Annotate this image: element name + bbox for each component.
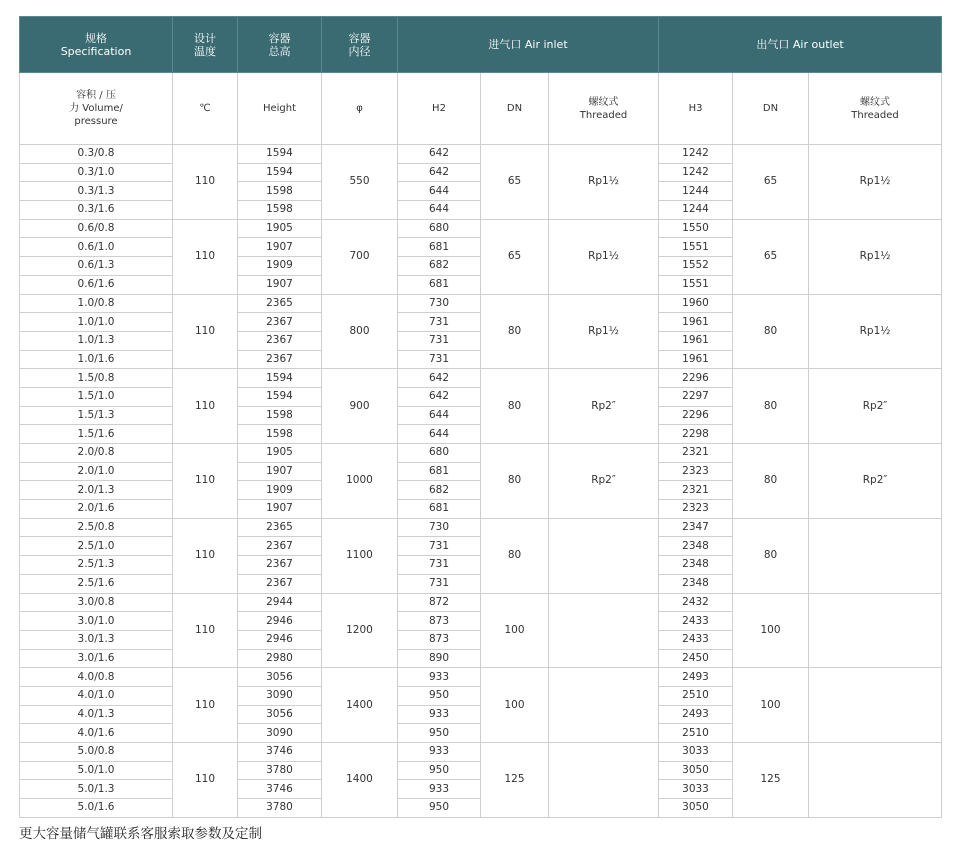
height-cell: 2367 bbox=[238, 537, 322, 556]
inlet-h2-cell: 644 bbox=[398, 425, 481, 444]
subheader-height: Height bbox=[238, 73, 322, 145]
volume-pressure-cell: 2.0/1.3 bbox=[20, 481, 173, 500]
height-cell: 1598 bbox=[238, 182, 322, 201]
inlet-h2-cell: 950 bbox=[398, 686, 481, 705]
outlet-h3-cell: 1244 bbox=[659, 182, 733, 201]
subheader-h2: H2 bbox=[398, 73, 481, 145]
height-cell: 3746 bbox=[238, 743, 322, 762]
volume-pressure-cell: 5.0/1.6 bbox=[20, 799, 173, 818]
inlet-h2-cell: 950 bbox=[398, 799, 481, 818]
outlet-h3-cell: 3050 bbox=[659, 761, 733, 780]
outlet-h3-cell: 2347 bbox=[659, 518, 733, 537]
volume-pressure-cell: 4.0/1.0 bbox=[20, 686, 173, 705]
height-cell: 1594 bbox=[238, 145, 322, 164]
volume-pressure-cell: 1.5/1.0 bbox=[20, 387, 173, 406]
outlet-thread-cell: Rp2″ bbox=[809, 444, 942, 519]
height-cell: 1907 bbox=[238, 462, 322, 481]
volume-pressure-cell: 1.0/0.8 bbox=[20, 294, 173, 313]
inlet-thread-cell: Rp2″ bbox=[549, 369, 659, 444]
design-temp-cell: 110 bbox=[173, 668, 238, 743]
height-cell: 1905 bbox=[238, 444, 322, 463]
outlet-h3-cell: 2348 bbox=[659, 556, 733, 575]
volume-pressure-cell: 2.0/0.8 bbox=[20, 444, 173, 463]
inlet-h2-cell: 730 bbox=[398, 294, 481, 313]
subheader-celsius: ℃ bbox=[173, 73, 238, 145]
inlet-h2-cell: 731 bbox=[398, 313, 481, 332]
inlet-thread-cell: Rp1½ bbox=[549, 219, 659, 294]
inlet-h2-cell: 873 bbox=[398, 630, 481, 649]
outlet-h3-cell: 2348 bbox=[659, 537, 733, 556]
subheader-phi: φ bbox=[322, 73, 398, 145]
volume-pressure-cell: 1.0/1.3 bbox=[20, 331, 173, 350]
outlet-dn-cell: 65 bbox=[733, 219, 809, 294]
outlet-h3-cell: 2348 bbox=[659, 574, 733, 593]
volume-pressure-cell: 4.0/0.8 bbox=[20, 668, 173, 687]
outlet-h3-cell: 1550 bbox=[659, 219, 733, 238]
diameter-cell: 550 bbox=[322, 145, 398, 220]
height-cell: 3780 bbox=[238, 799, 322, 818]
volume-pressure-cell: 2.5/0.8 bbox=[20, 518, 173, 537]
outlet-h3-cell: 2493 bbox=[659, 668, 733, 687]
header-row bbox=[20, 17, 942, 73]
outlet-thread-cell: Rp1½ bbox=[809, 219, 942, 294]
diameter-cell: 700 bbox=[322, 219, 398, 294]
inlet-h2-cell: 644 bbox=[398, 201, 481, 220]
outlet-h3-cell: 2493 bbox=[659, 705, 733, 724]
outlet-h3-cell: 2510 bbox=[659, 686, 733, 705]
height-cell: 2367 bbox=[238, 556, 322, 575]
inlet-thread-cell: Rp1½ bbox=[549, 145, 659, 220]
outlet-dn-cell: 80 bbox=[733, 369, 809, 444]
inlet-dn-cell: 80 bbox=[481, 369, 549, 444]
volume-pressure-cell: 5.0/1.3 bbox=[20, 780, 173, 799]
inlet-dn-cell: 65 bbox=[481, 145, 549, 220]
inlet-thread-cell bbox=[549, 668, 659, 743]
outlet-dn-cell: 80 bbox=[733, 444, 809, 519]
height-cell: 2367 bbox=[238, 350, 322, 369]
height-cell: 2367 bbox=[238, 313, 322, 332]
outlet-thread-cell bbox=[809, 743, 942, 818]
design-temp-cell: 110 bbox=[173, 593, 238, 668]
height-cell: 1909 bbox=[238, 257, 322, 276]
inlet-h2-cell: 731 bbox=[398, 331, 481, 350]
inlet-h2-cell: 873 bbox=[398, 612, 481, 631]
inlet-dn-cell: 80 bbox=[481, 444, 549, 519]
volume-pressure-cell: 3.0/1.3 bbox=[20, 630, 173, 649]
outlet-h3-cell: 1960 bbox=[659, 294, 733, 313]
diameter-cell: 1200 bbox=[322, 593, 398, 668]
subheader-volume-pressure: 容积 / 压 力 Volume/ pressure bbox=[20, 73, 173, 145]
table-row bbox=[20, 593, 942, 612]
volume-pressure-cell: 4.0/1.3 bbox=[20, 705, 173, 724]
outlet-h3-cell: 1551 bbox=[659, 275, 733, 294]
height-cell: 1905 bbox=[238, 219, 322, 238]
header-design-temp: 设计 温度 bbox=[173, 17, 238, 73]
outlet-h3-cell: 2510 bbox=[659, 724, 733, 743]
outlet-dn-cell: 80 bbox=[733, 518, 809, 593]
volume-pressure-cell: 1.5/1.3 bbox=[20, 406, 173, 425]
outlet-thread-cell bbox=[809, 518, 942, 593]
design-temp-cell: 110 bbox=[173, 369, 238, 444]
height-cell: 2365 bbox=[238, 294, 322, 313]
outlet-h3-cell: 1961 bbox=[659, 313, 733, 332]
inlet-h2-cell: 681 bbox=[398, 238, 481, 257]
volume-pressure-cell: 0.3/1.0 bbox=[20, 163, 173, 182]
header-air-inlet: 进气口 Air inlet bbox=[398, 17, 659, 73]
design-temp-cell: 110 bbox=[173, 294, 238, 369]
inlet-h2-cell: 644 bbox=[398, 406, 481, 425]
height-cell: 2946 bbox=[238, 630, 322, 649]
outlet-h3-cell: 1961 bbox=[659, 350, 733, 369]
outlet-h3-cell: 2323 bbox=[659, 500, 733, 519]
height-cell: 1598 bbox=[238, 201, 322, 220]
outlet-h3-cell: 2321 bbox=[659, 481, 733, 500]
table-row bbox=[20, 369, 942, 388]
inlet-h2-cell: 950 bbox=[398, 761, 481, 780]
outlet-h3-cell: 1552 bbox=[659, 257, 733, 276]
table-row bbox=[20, 668, 942, 687]
design-temp-cell: 110 bbox=[173, 444, 238, 519]
inlet-thread-cell: Rp2″ bbox=[549, 444, 659, 519]
table-row bbox=[20, 444, 942, 463]
inlet-thread-cell bbox=[549, 593, 659, 668]
outlet-h3-cell: 2321 bbox=[659, 444, 733, 463]
outlet-h3-cell: 2296 bbox=[659, 406, 733, 425]
inlet-h2-cell: 682 bbox=[398, 481, 481, 500]
inlet-h2-cell: 933 bbox=[398, 705, 481, 724]
design-temp-cell: 110 bbox=[173, 145, 238, 220]
volume-pressure-cell: 2.5/1.6 bbox=[20, 574, 173, 593]
volume-pressure-cell: 2.5/1.3 bbox=[20, 556, 173, 575]
height-cell: 1909 bbox=[238, 481, 322, 500]
height-cell: 1598 bbox=[238, 425, 322, 444]
inlet-dn-cell: 100 bbox=[481, 668, 549, 743]
outlet-dn-cell: 100 bbox=[733, 593, 809, 668]
subheader-dn-inlet: DN bbox=[481, 73, 549, 145]
inlet-h2-cell: 642 bbox=[398, 145, 481, 164]
inlet-h2-cell: 731 bbox=[398, 350, 481, 369]
inlet-h2-cell: 933 bbox=[398, 743, 481, 762]
height-cell: 1594 bbox=[238, 369, 322, 388]
spec-table bbox=[19, 16, 942, 818]
inlet-h2-cell: 642 bbox=[398, 387, 481, 406]
volume-pressure-cell: 0.3/0.8 bbox=[20, 145, 173, 164]
outlet-h3-cell: 1961 bbox=[659, 331, 733, 350]
outlet-thread-cell: Rp2″ bbox=[809, 369, 942, 444]
volume-pressure-cell: 1.0/1.6 bbox=[20, 350, 173, 369]
outlet-thread-cell: Rp1½ bbox=[809, 294, 942, 369]
inlet-h2-cell: 681 bbox=[398, 500, 481, 519]
inlet-dn-cell: 100 bbox=[481, 593, 549, 668]
volume-pressure-cell: 2.5/1.0 bbox=[20, 537, 173, 556]
diameter-cell: 800 bbox=[322, 294, 398, 369]
outlet-h3-cell: 1242 bbox=[659, 145, 733, 164]
outlet-h3-cell: 2323 bbox=[659, 462, 733, 481]
height-cell: 3056 bbox=[238, 668, 322, 687]
outlet-h3-cell: 3033 bbox=[659, 780, 733, 799]
outlet-h3-cell: 3033 bbox=[659, 743, 733, 762]
subheader-row bbox=[20, 73, 942, 145]
header-total-height: 容器 总高 bbox=[238, 17, 322, 73]
outlet-dn-cell: 65 bbox=[733, 145, 809, 220]
outlet-h3-cell: 2432 bbox=[659, 593, 733, 612]
inlet-dn-cell: 65 bbox=[481, 219, 549, 294]
volume-pressure-cell: 3.0/0.8 bbox=[20, 593, 173, 612]
outlet-dn-cell: 100 bbox=[733, 668, 809, 743]
outlet-h3-cell: 1244 bbox=[659, 201, 733, 220]
header-inner-diameter: 容器 内径 bbox=[322, 17, 398, 73]
volume-pressure-cell: 2.0/1.0 bbox=[20, 462, 173, 481]
height-cell: 2946 bbox=[238, 612, 322, 631]
outlet-thread-cell: Rp1½ bbox=[809, 145, 942, 220]
inlet-dn-cell: 125 bbox=[481, 743, 549, 818]
inlet-h2-cell: 890 bbox=[398, 649, 481, 668]
diameter-cell: 1400 bbox=[322, 743, 398, 818]
header-specification: 规格 Specification bbox=[20, 17, 173, 73]
table-row bbox=[20, 743, 942, 762]
outlet-h3-cell: 3050 bbox=[659, 799, 733, 818]
header-air-outlet: 出气口 Air outlet bbox=[659, 17, 942, 73]
subheader-h3: H3 bbox=[659, 73, 733, 145]
inlet-h2-cell: 872 bbox=[398, 593, 481, 612]
table-row bbox=[20, 219, 942, 238]
height-cell: 3090 bbox=[238, 724, 322, 743]
volume-pressure-cell: 3.0/1.6 bbox=[20, 649, 173, 668]
inlet-dn-cell: 80 bbox=[481, 294, 549, 369]
inlet-thread-cell bbox=[549, 743, 659, 818]
inlet-h2-cell: 731 bbox=[398, 556, 481, 575]
diameter-cell: 900 bbox=[322, 369, 398, 444]
inlet-h2-cell: 730 bbox=[398, 518, 481, 537]
volume-pressure-cell: 3.0/1.0 bbox=[20, 612, 173, 631]
inlet-h2-cell: 681 bbox=[398, 462, 481, 481]
inlet-h2-cell: 950 bbox=[398, 724, 481, 743]
diameter-cell: 1100 bbox=[322, 518, 398, 593]
diameter-cell: 1000 bbox=[322, 444, 398, 519]
spec-table-body bbox=[20, 145, 942, 818]
height-cell: 2367 bbox=[238, 574, 322, 593]
height-cell: 2944 bbox=[238, 593, 322, 612]
volume-pressure-cell: 0.6/1.3 bbox=[20, 257, 173, 276]
inlet-h2-cell: 682 bbox=[398, 257, 481, 276]
height-cell: 1907 bbox=[238, 238, 322, 257]
table-row bbox=[20, 294, 942, 313]
height-cell: 1594 bbox=[238, 387, 322, 406]
volume-pressure-cell: 1.5/1.6 bbox=[20, 425, 173, 444]
inlet-dn-cell: 80 bbox=[481, 518, 549, 593]
inlet-h2-cell: 680 bbox=[398, 219, 481, 238]
diameter-cell: 1400 bbox=[322, 668, 398, 743]
inlet-thread-cell bbox=[549, 518, 659, 593]
subheader-threaded-outlet: 螺纹式 Threaded bbox=[809, 73, 942, 145]
height-cell: 3090 bbox=[238, 686, 322, 705]
outlet-h3-cell: 1551 bbox=[659, 238, 733, 257]
outlet-h3-cell: 2297 bbox=[659, 387, 733, 406]
height-cell: 1598 bbox=[238, 406, 322, 425]
outlet-h3-cell: 2433 bbox=[659, 612, 733, 631]
outlet-h3-cell: 2296 bbox=[659, 369, 733, 388]
height-cell: 2365 bbox=[238, 518, 322, 537]
inlet-thread-cell: Rp1½ bbox=[549, 294, 659, 369]
inlet-h2-cell: 933 bbox=[398, 668, 481, 687]
table-row bbox=[20, 145, 942, 164]
height-cell: 2367 bbox=[238, 331, 322, 350]
height-cell: 1907 bbox=[238, 275, 322, 294]
design-temp-cell: 110 bbox=[173, 743, 238, 818]
height-cell: 3056 bbox=[238, 705, 322, 724]
volume-pressure-cell: 0.6/1.0 bbox=[20, 238, 173, 257]
footnote: 更大容量储气罐联系客服索取参数及定制 bbox=[19, 826, 262, 842]
table-row bbox=[20, 518, 942, 537]
volume-pressure-cell: 0.6/1.6 bbox=[20, 275, 173, 294]
volume-pressure-cell: 1.5/0.8 bbox=[20, 369, 173, 388]
volume-pressure-cell: 4.0/1.6 bbox=[20, 724, 173, 743]
outlet-dn-cell: 80 bbox=[733, 294, 809, 369]
volume-pressure-cell: 5.0/0.8 bbox=[20, 743, 173, 762]
height-cell: 3780 bbox=[238, 761, 322, 780]
volume-pressure-cell: 0.6/0.8 bbox=[20, 219, 173, 238]
design-temp-cell: 110 bbox=[173, 518, 238, 593]
volume-pressure-cell: 2.0/1.6 bbox=[20, 500, 173, 519]
inlet-h2-cell: 933 bbox=[398, 780, 481, 799]
subheader-threaded-inlet: 螺纹式 Threaded bbox=[549, 73, 659, 145]
height-cell: 3746 bbox=[238, 780, 322, 799]
outlet-h3-cell: 1242 bbox=[659, 163, 733, 182]
outlet-h3-cell: 2433 bbox=[659, 630, 733, 649]
height-cell: 1594 bbox=[238, 163, 322, 182]
outlet-dn-cell: 125 bbox=[733, 743, 809, 818]
inlet-h2-cell: 731 bbox=[398, 537, 481, 556]
outlet-thread-cell bbox=[809, 593, 942, 668]
inlet-h2-cell: 681 bbox=[398, 275, 481, 294]
inlet-h2-cell: 644 bbox=[398, 182, 481, 201]
inlet-h2-cell: 642 bbox=[398, 369, 481, 388]
outlet-h3-cell: 2450 bbox=[659, 649, 733, 668]
volume-pressure-cell: 0.3/1.6 bbox=[20, 201, 173, 220]
outlet-thread-cell bbox=[809, 668, 942, 743]
inlet-h2-cell: 642 bbox=[398, 163, 481, 182]
height-cell: 2980 bbox=[238, 649, 322, 668]
volume-pressure-cell: 1.0/1.0 bbox=[20, 313, 173, 332]
inlet-h2-cell: 680 bbox=[398, 444, 481, 463]
volume-pressure-cell: 0.3/1.3 bbox=[20, 182, 173, 201]
volume-pressure-cell: 5.0/1.0 bbox=[20, 761, 173, 780]
subheader-dn-outlet: DN bbox=[733, 73, 809, 145]
height-cell: 1907 bbox=[238, 500, 322, 519]
inlet-h2-cell: 731 bbox=[398, 574, 481, 593]
outlet-h3-cell: 2298 bbox=[659, 425, 733, 444]
design-temp-cell: 110 bbox=[173, 219, 238, 294]
